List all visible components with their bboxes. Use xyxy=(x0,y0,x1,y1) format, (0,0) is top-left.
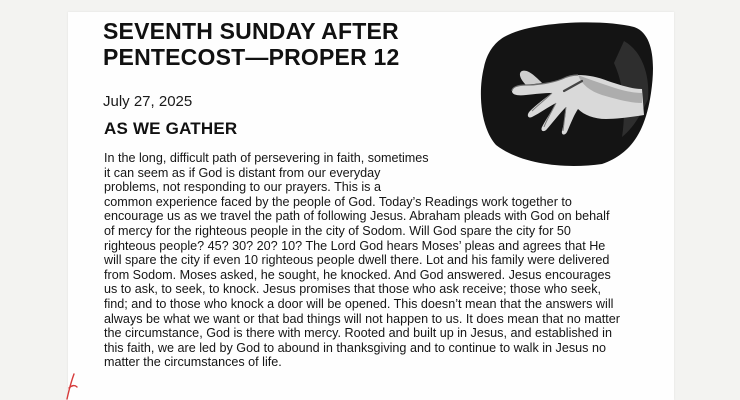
paragraph-line: In the long, difficult path of persevering in faith, sometimes xyxy=(104,151,429,165)
paragraph-line: this faith, we are led by God to abound in thanksgiving and to continue to walk in Jesus no xyxy=(104,340,606,355)
paragraph-line: common experience faced by the people of God. Today’s Readings work together to xyxy=(104,194,572,209)
paragraph-line: always be what we want or that bad things will not happen to us. It does mean that no matter xyxy=(104,311,620,326)
service-date: July 27, 2025 xyxy=(103,93,193,110)
paragraph-line: the circumstance, God is there with mercy. Rooted and built up in Jesus, and established in xyxy=(104,326,612,341)
paragraph-line: us to ask, to seek, to knock. Jesus promises that those who ask receive; those who seek, xyxy=(104,282,601,297)
paragraph-line: righteous people? 45? 30? 20? 10? The Lord God hears Moses’ pleas and agrees that He xyxy=(104,238,606,253)
service-title-line-1: SEVENTH SUNDAY AFTER xyxy=(103,18,399,44)
red-pen-mark xyxy=(64,370,80,400)
section-heading: AS WE GATHER xyxy=(104,119,238,138)
service-title-line-2: PENTECOST—PROPER 12 xyxy=(103,44,400,70)
paragraph-line: of mercy for the righteous people in the city of Sodom. Will God spare the city for 50 xyxy=(104,223,571,238)
paragraph-line: problems, not responding to our prayers. This is a xyxy=(104,180,381,195)
paragraph-line: encourage us as we travel the path of following Jesus. Abraham pleads with God on behalf xyxy=(104,209,610,224)
service-title xyxy=(103,18,399,70)
paragraph-line: find; and to those who knock a door will be opened. This doesn’t mean that the answers will xyxy=(104,296,614,311)
paragraph-line: it can seem as if God is distant from our everyday xyxy=(104,165,381,180)
paragraph-line: will spare the city if even 10 righteous people dwell there. Lot and his family were delivered xyxy=(104,253,610,268)
paragraph-line: matter the circumstances of life. xyxy=(104,355,282,370)
outstretched-hand-icon xyxy=(474,19,654,167)
as-we-gather-paragraph xyxy=(104,151,664,370)
paragraph-line: from Sodom. Moses asked, he sought, he knocked. And God answered. Jesus encourages xyxy=(104,267,611,282)
